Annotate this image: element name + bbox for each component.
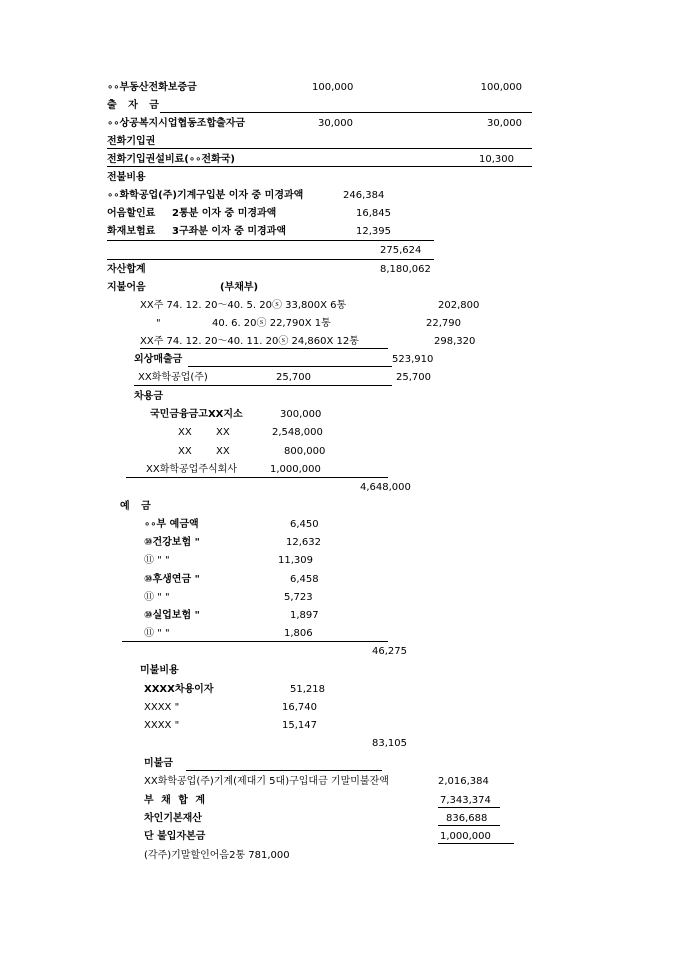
footnote: (각주)기말할인어음2통 781,000 bbox=[144, 850, 290, 861]
note1-desc: XX주 74. 12. 20～40. 5. 20ⓢ 33,800X 6통 bbox=[140, 300, 347, 311]
prepaid-total: 275,624 bbox=[380, 245, 422, 256]
borrow-label: 차용금 bbox=[134, 391, 163, 402]
fire-ins-label: 화재보험료 bbox=[107, 226, 156, 237]
w4-label: ⑩후생연금 " bbox=[144, 574, 200, 585]
phone-right-rule bbox=[107, 148, 532, 149]
unpaid-rule bbox=[186, 770, 382, 771]
borrow-rule bbox=[126, 477, 388, 478]
ext-chem-label: XX화학공업(주) bbox=[138, 372, 208, 383]
phone-fee-total: 10,300 bbox=[479, 154, 514, 165]
bank-label: 국민금융금고XX지소 bbox=[150, 409, 243, 420]
u2-label: XXXX " bbox=[144, 702, 180, 713]
bank-amount: 300,000 bbox=[280, 409, 322, 420]
ext-chem-rule bbox=[134, 385, 392, 386]
coop-amount: 30,000 bbox=[318, 118, 353, 129]
notes-payable-label: 지불어음 bbox=[107, 282, 146, 293]
w3-amount: 11,309 bbox=[278, 555, 313, 566]
note3-desc: XX주 74. 12. 20～40. 11. 20ⓢ 24,860X 12통 bbox=[140, 336, 359, 347]
bill-discount-desc: 2통분 이자 중 미경과액 bbox=[172, 208, 277, 219]
liab-total-amount: 7,343,374 bbox=[440, 795, 491, 806]
withhold-label: 예 금 bbox=[120, 501, 151, 512]
u3-label: XXXX " bbox=[144, 720, 180, 731]
ext-sales-label: 외상매출금 bbox=[134, 354, 183, 365]
asset-total-label: 자산합계 bbox=[107, 264, 146, 275]
ext-chem-amount: 25,700 bbox=[276, 372, 311, 383]
prepaid-label: 전불비용 bbox=[107, 172, 146, 183]
w6-amount: 1,897 bbox=[290, 610, 319, 621]
u2-amount: 16,740 bbox=[282, 702, 317, 713]
note2-desc: 40. 6. 20ⓢ 22,790X 1통 bbox=[212, 318, 331, 329]
capital-label: 단 불입자본금 bbox=[144, 831, 206, 842]
ext-sales-rule bbox=[188, 366, 392, 367]
investment-label: 출 자 금 bbox=[107, 100, 163, 111]
w3-label: ⑪ " " bbox=[144, 555, 170, 566]
xx1-amount: 2,548,000 bbox=[272, 427, 323, 438]
w7-label: ⑪ " " bbox=[144, 628, 170, 639]
liab-section-label: (부채부) bbox=[220, 282, 259, 293]
xx1-a: XX bbox=[178, 427, 192, 438]
ext-sales-amount: 523,910 bbox=[392, 354, 434, 365]
u1-label: XXXX차용이자 bbox=[144, 684, 214, 695]
withhold-total: 46,275 bbox=[372, 646, 407, 657]
u3-amount: 15,147 bbox=[282, 720, 317, 731]
capital-rule bbox=[438, 843, 514, 844]
liab-total-rule bbox=[438, 807, 500, 808]
unpaid-exp-label: 미불비용 bbox=[140, 665, 179, 676]
unpaid-label: 미불금 bbox=[144, 758, 173, 769]
bill-discount-label: 어음할인료 bbox=[107, 208, 156, 219]
fire-ins-amount: 12,395 bbox=[356, 226, 391, 237]
w5-label: ⑪ " " bbox=[144, 592, 170, 603]
equity-amount: 836,688 bbox=[446, 813, 488, 824]
w2-label: ⑩건강보험 " bbox=[144, 537, 200, 548]
note3-rule bbox=[140, 348, 388, 349]
w4-amount: 6,458 bbox=[290, 574, 319, 585]
prepaid-total-rule bbox=[107, 259, 434, 260]
w7-amount: 1,806 bbox=[284, 628, 313, 639]
coop-label: ∘∘상공복지시업협동조합출자금 bbox=[107, 118, 246, 129]
phone-fee-label: 전화기입권설비료(∘∘전화국) bbox=[107, 154, 235, 165]
xx2-amount: 800,000 bbox=[284, 446, 326, 457]
deposit-amount: 100,000 bbox=[312, 82, 354, 93]
chem-interest-label: ∘∘화학공업(주)기계구입분 이자 중 미경과액 bbox=[107, 190, 304, 201]
withhold-rule bbox=[122, 641, 388, 642]
investment-rule bbox=[160, 112, 532, 113]
liab-total-label: 부 채 합 계 bbox=[144, 795, 206, 806]
u1-amount: 51,218 bbox=[290, 684, 325, 695]
w5-amount: 5,723 bbox=[284, 592, 313, 603]
chem-corp-amount: 1,000,000 bbox=[270, 464, 321, 475]
xx1-b: XX bbox=[216, 427, 230, 438]
w1-label: ∘∘부 예금액 bbox=[144, 519, 199, 530]
chem-corp-label: XX화학공업주식회사 bbox=[146, 464, 237, 475]
deposit-label: ∘∘부동산전화보증금 bbox=[107, 82, 197, 93]
xx2-b: XX bbox=[216, 446, 230, 457]
phone-fee-rule bbox=[107, 166, 532, 167]
equity-rule bbox=[438, 825, 500, 826]
phone-right-label: 전화기입권 bbox=[107, 136, 156, 147]
deposit-total: 100,000 bbox=[480, 82, 522, 93]
equity-label: 차인기본재산 bbox=[144, 813, 202, 824]
w2-amount: 12,632 bbox=[286, 537, 321, 548]
bill-discount-amount: 16,845 bbox=[356, 208, 391, 219]
unpaid-machine-amount: 2,016,384 bbox=[438, 776, 489, 787]
prepaid-rule bbox=[107, 240, 434, 241]
coop-total: 30,000 bbox=[487, 118, 522, 129]
note2-ditto: " bbox=[156, 318, 161, 329]
unpaid-exp-total: 83,105 bbox=[372, 738, 407, 749]
unpaid-machine-label: XX화학공업(주)기계(제대기 5대)구입대금 기말미불잔액 bbox=[144, 776, 389, 787]
borrow-total: 4,648,000 bbox=[360, 482, 411, 493]
ext-chem-total: 25,700 bbox=[396, 372, 431, 383]
w1-amount: 6,450 bbox=[290, 519, 319, 530]
capital-amount: 1,000,000 bbox=[440, 831, 491, 842]
fire-ins-desc: 3구좌분 이자 중 미경과액 bbox=[172, 226, 287, 237]
xx2-a: XX bbox=[178, 446, 192, 457]
asset-total-amount: 8,180,062 bbox=[380, 264, 431, 275]
note1-amount: 202,800 bbox=[438, 300, 480, 311]
note2-amount: 22,790 bbox=[426, 318, 461, 329]
note3-amount: 298,320 bbox=[434, 336, 476, 347]
chem-interest-amount: 246,384 bbox=[343, 190, 385, 201]
w6-label: ⑩실업보험 " bbox=[144, 610, 200, 621]
